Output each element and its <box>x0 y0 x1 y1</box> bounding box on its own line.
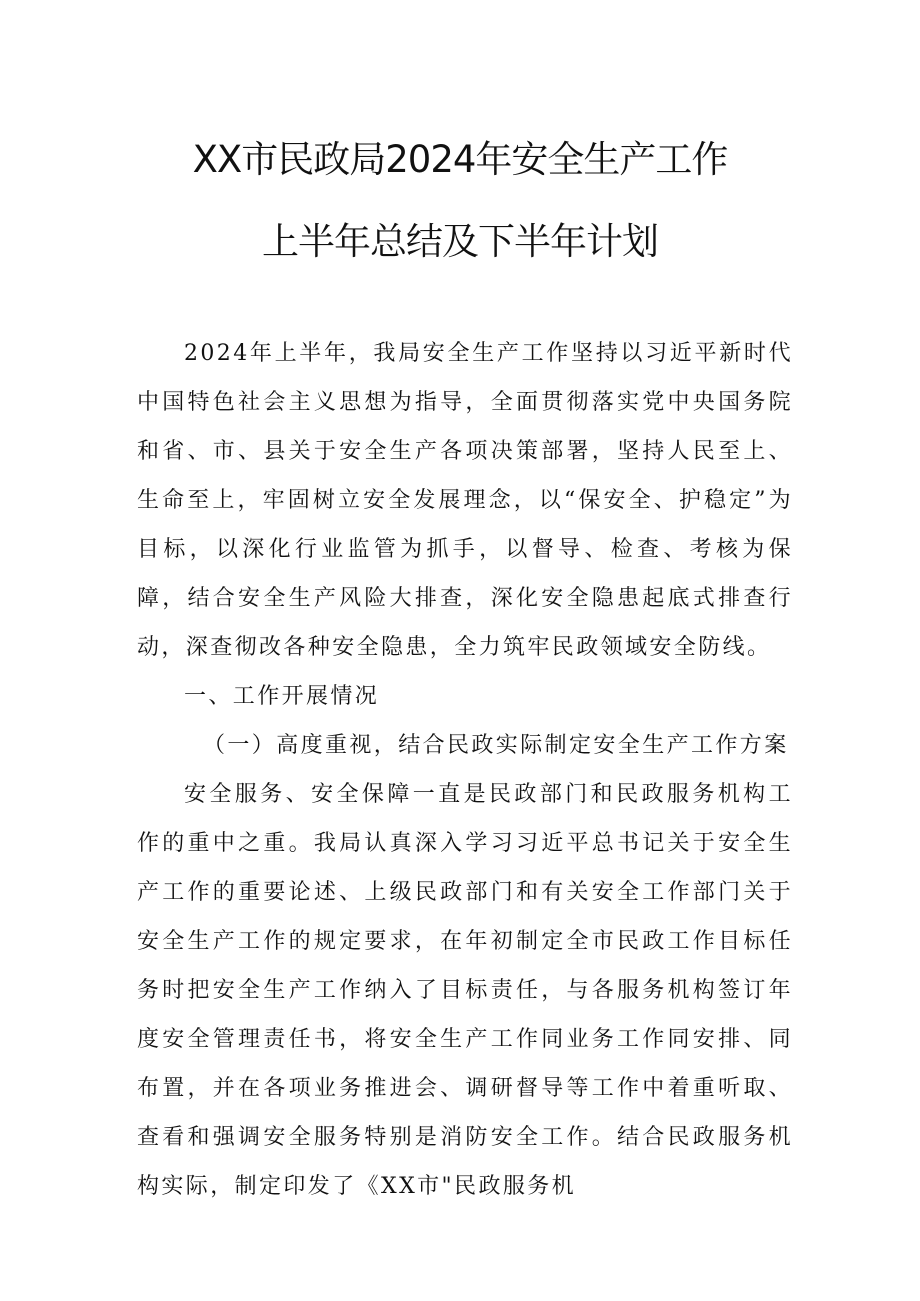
section-heading-work-progress: 一、工作开展情况 <box>184 684 380 709</box>
subsection-heading-1: （一）高度重视，结合民政实际制定安全生产工作方案 <box>203 733 789 758</box>
document-title-line-1: XX市民政局2024年安全生产工作 <box>192 138 728 181</box>
document-body <box>137 329 793 1211</box>
document-title-line-2: 上半年总结及下半年计划 <box>262 220 658 263</box>
intro-paragraph: 2024年上半年，我局安全生产工作坚持以习近平新时代中国特色社会主义思想为指导，全面贯彻落实党中央国务院和省、市、县关于安全生产各项决策部署，坚持人民至上、生命至上，牢固树立安全发展理念，以“保安全、护稳定”为目标，以深化行业监管为抓手，以督导、检查、考核为保障，结合安全生产风险大排查，深化安全隐患起底式排查行动，深查彻改各种安全隐患，全力筑牢民政领域安全防线。 <box>137 341 793 660</box>
subsection-1-paragraph: 安全服务、安全保障一直是民政部门和民政服务机构工作的重中之重。我局认真深入学习习近平总书记关于安全生产工作的重要论述、上级民政部门和有关安全工作部门关于安全生产工作的规定要求，在年初制定全市民政工作目标任务时把安全生产工作纳入了目标责任，与各服务机构签订年度安全管理责任书，将安全生产工作同业务工作同安排、同布置，并在各项业务推进会、调研督导等工作中着重听取、查看和强调安全服务特别是消防安全工作。结合民政服务机构实际，制定印发了《XX市"民政服务机 <box>137 782 793 1199</box>
